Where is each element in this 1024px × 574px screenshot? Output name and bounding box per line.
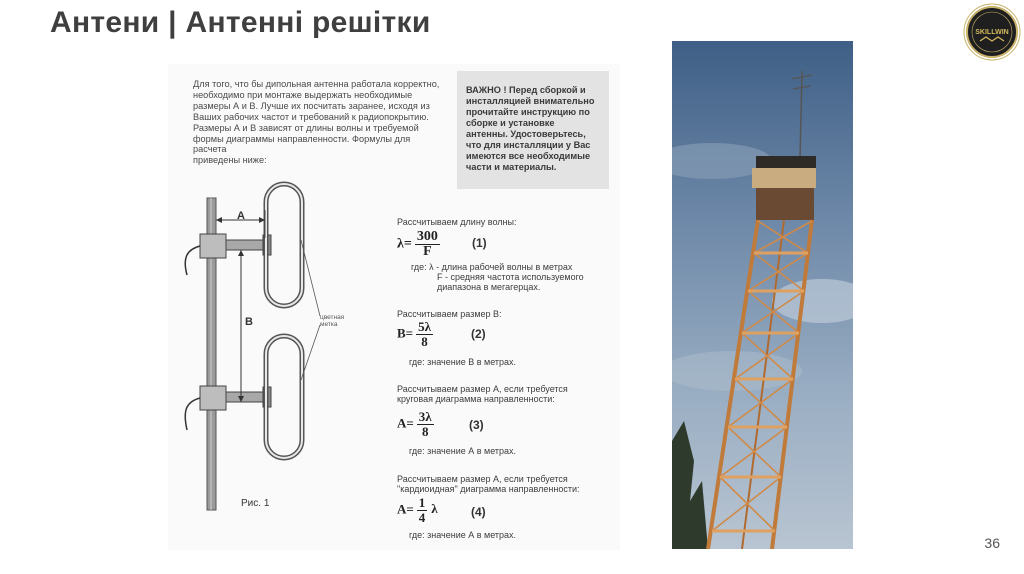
formula-3-note: где: значение А в метрах. bbox=[409, 446, 517, 456]
formula-3-number: (3) bbox=[469, 418, 484, 432]
formula-3-lhs: A= bbox=[397, 415, 414, 431]
color-mark-label-line: цветная bbox=[320, 314, 345, 321]
intro-line: Для того, что бы дипольная антенна работала корректно, bbox=[193, 79, 440, 89]
intro-line: приведены ниже: bbox=[193, 155, 267, 166]
slide-title: Антени | Антенні решітки bbox=[50, 6, 431, 39]
formula-3-denominator: 8 bbox=[421, 424, 429, 439]
formula-1-lhs: λ= bbox=[397, 236, 412, 252]
formula-3-heading: Рассчитываем размер А, если требуется bbox=[397, 384, 568, 394]
important-line: прочитайте инструкцию по bbox=[466, 107, 590, 117]
formula-2 bbox=[397, 320, 433, 349]
important-line: что для инсталляции у Вас bbox=[466, 140, 591, 150]
intro-line: Размеры А и В зависят от длины волны и требуемой bbox=[193, 122, 419, 133]
svg-text:SKILLWIN: SKILLWIN bbox=[975, 29, 1009, 36]
color-mark-label-line: метка bbox=[320, 321, 338, 328]
formula-2-lhs: B= bbox=[397, 325, 414, 341]
antenna-tower-photo bbox=[672, 41, 853, 549]
formula-4-numerator: 1 bbox=[418, 495, 426, 510]
intro-text bbox=[193, 79, 443, 166]
intro-line: Ваших рабочих частот и требований к радиопокрытию. bbox=[193, 111, 429, 122]
important-line: части и материалы. bbox=[466, 162, 557, 172]
important-note-box bbox=[457, 71, 609, 189]
formula-1 bbox=[397, 230, 440, 259]
important-line: имеются все необходимые bbox=[466, 151, 591, 161]
important-line: сборке и установке bbox=[466, 118, 555, 128]
formula-1-heading: Рассчитываем длину волны: bbox=[397, 217, 517, 227]
dipole-antenna-diagram bbox=[175, 180, 335, 520]
formula-2-note: где: значение В в метрах. bbox=[409, 357, 517, 367]
dimension-b-label: B bbox=[245, 316, 253, 328]
color-mark-label bbox=[320, 314, 344, 328]
formula-4-note: где: значение А в метрах. bbox=[409, 530, 517, 540]
formula-1-note: диапазона в мегагерцах. bbox=[437, 282, 541, 292]
intro-line: размеры А и В. Лучше их посчитать заранее, исходя из bbox=[193, 100, 430, 111]
formula-2-numerator: 5λ bbox=[418, 319, 431, 334]
formula-2-number: (2) bbox=[471, 327, 486, 341]
formula-1-denominator: F bbox=[423, 244, 432, 259]
formula-4-lambda: λ bbox=[431, 501, 438, 517]
important-line: антенны. Удостоверьтесь, bbox=[466, 129, 586, 139]
lower-bracket bbox=[200, 386, 226, 410]
formula-4-heading: Рассчитываем размер А, если требуется bbox=[397, 474, 568, 484]
formula-4-lhs: A= bbox=[397, 501, 414, 517]
formula-4-heading: "кардиоидная" диаграмма направленности: bbox=[397, 484, 580, 494]
upper-bracket bbox=[200, 234, 226, 258]
skillwin-logo bbox=[963, 3, 1021, 61]
important-line: инсталляцией внимательно bbox=[466, 96, 595, 106]
intro-line: формы диаграммы направленности. Формулы для расчета bbox=[193, 133, 411, 155]
figure-caption: Рис. 1 bbox=[241, 498, 270, 509]
formula-2-heading: Рассчитываем размер В: bbox=[397, 309, 502, 319]
important-line: ВАЖНО ! Перед сборкой и bbox=[466, 85, 586, 95]
page-number: 36 bbox=[984, 535, 1000, 551]
dimension-a-label: A bbox=[237, 210, 245, 222]
formula-2-denominator: 8 bbox=[421, 334, 428, 349]
formula-4 bbox=[397, 496, 438, 525]
formula-3-heading: круговая диаграмма направленности: bbox=[397, 394, 555, 404]
formula-1-number: (1) bbox=[472, 236, 487, 250]
formula-1-note: F - средняя частота используемого bbox=[437, 272, 584, 282]
formula-4-number: (4) bbox=[471, 505, 486, 519]
formula-1-note: где: λ - длина рабочей волны в метрах bbox=[411, 262, 573, 272]
formula-4-denominator: 4 bbox=[418, 510, 426, 525]
intro-line: необходимо при монтаже выдержать необходимые bbox=[193, 89, 413, 100]
formula-3 bbox=[397, 410, 434, 439]
formula-3-numerator: 3λ bbox=[418, 409, 432, 424]
formula-1-numerator: 300 bbox=[416, 229, 438, 244]
